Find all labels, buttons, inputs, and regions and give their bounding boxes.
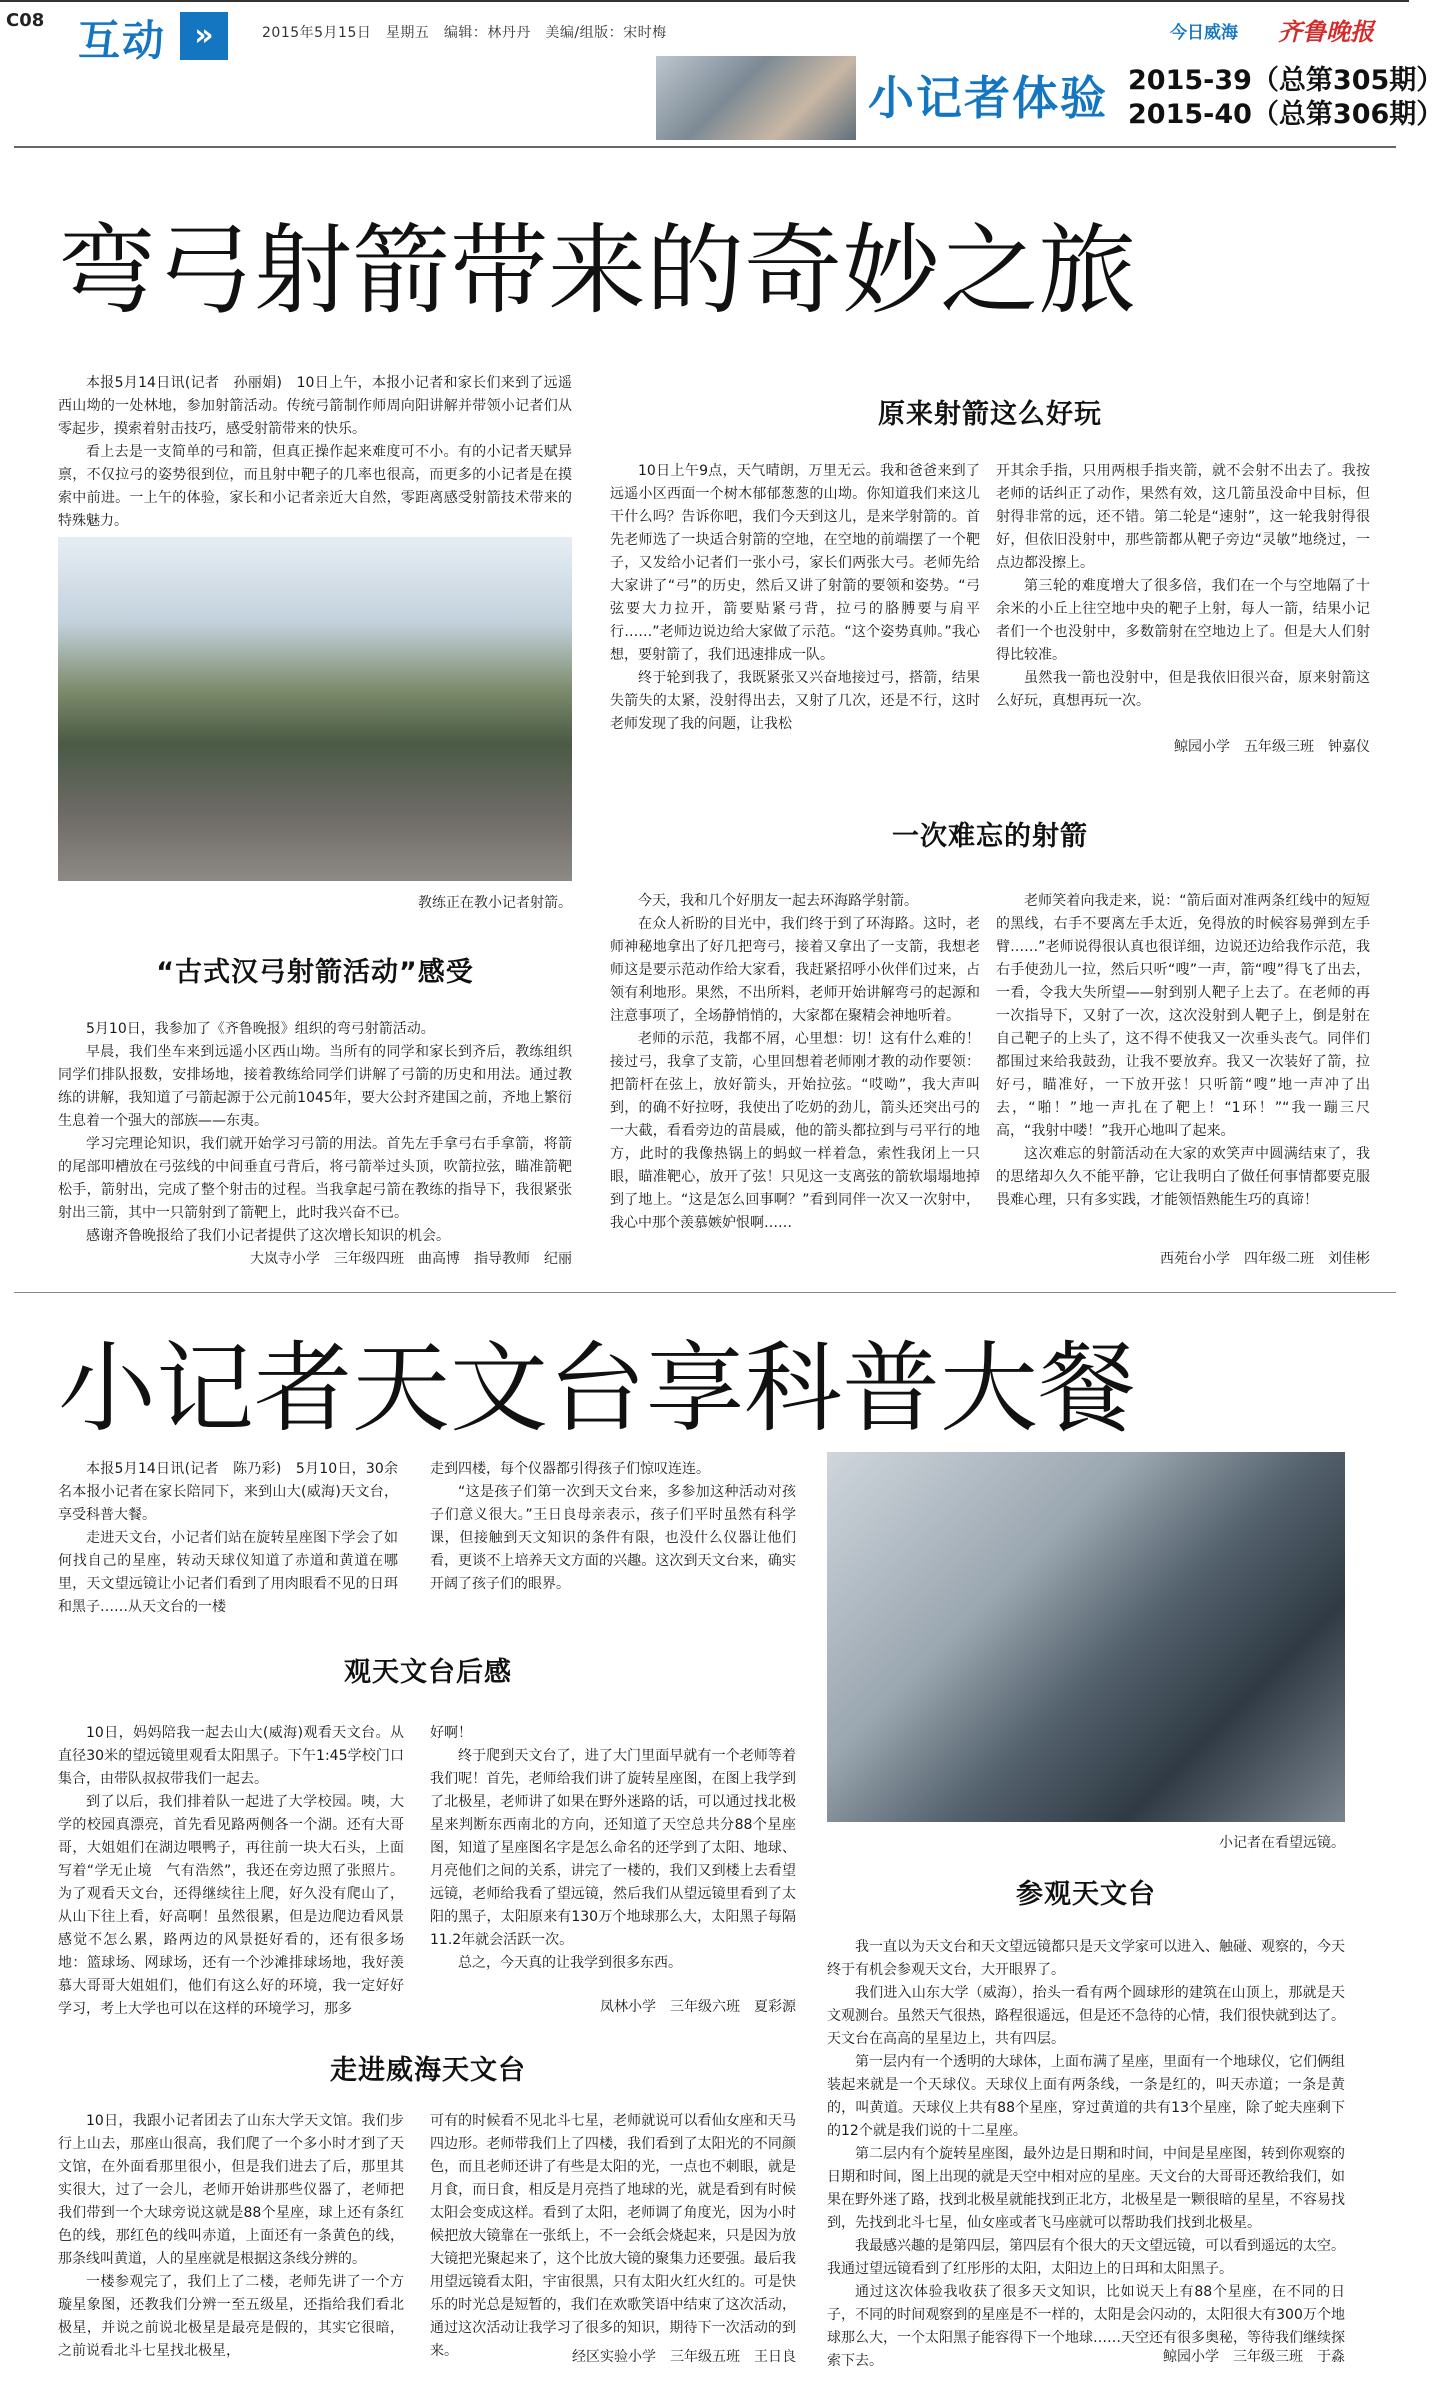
story2-headline: 小记者天文台享科普大餐 bbox=[58, 1332, 1137, 1446]
story1-sub3-col2 bbox=[996, 890, 1370, 1212]
story2-sub3-para: 通过这次体验我收获了很多天文知识，比如说天上有88个星座，在不同的日子，不同的时间观察到的星座是不一样的，太阳是会闪动的，太阳很大有300万个地球那么大，一个太阳黑子能容得下一个地球……天空还有很多奥秘，等待我们继续探索下去。 bbox=[827, 2284, 1345, 2369]
story1-sub2-signature: 鲸园小学 五年级三班 钟嘉仪 bbox=[1174, 739, 1370, 755]
story2-sub1-para: 总之，今天真的让我学到很多东西。 bbox=[458, 1955, 682, 1971]
section-name: 互动 bbox=[78, 16, 167, 65]
story2-lead-col2 bbox=[430, 1458, 796, 1596]
story2-sub3-para: 我们进入山东大学（威海），抬头一看有两个圆球形的建筑在山顶上，那就是天文观测台。虽然天气很热，路程很遥远，但是还不急待的心情，我们很快就到达了。天文台在高高的星星边上，共有四层。 bbox=[827, 1985, 1345, 2047]
edition-name: 今日威海 bbox=[1170, 23, 1238, 43]
story1-sub2-para: 虽然我一箭也没射中，但是我依旧很兴奋，原来射箭这么好玩，真想再玩一次。 bbox=[996, 670, 1370, 709]
story2-lead-para: “这是孩子们第一次到天文台来，多参加这种活动对孩子们意义很大。”王日良母亲表示，孩子们平时虽然有科学课，但接触到天文知识的条件有限，也没什么仪器让他们看，更谈不上培养天文方面的兴趣。这次到天文台来，确实开阔了孩子们的眼界。 bbox=[430, 1484, 796, 1592]
page-number: C08 bbox=[6, 10, 45, 31]
story1-sub2-para: 10日上午9点，天气晴朗，万里无云。我和爸爸来到了远遥小区西面一个树木郁郁葱葱的山坳。你知道我们来这儿干什么吗？告诉你吧，我们今天到这儿，是来学射箭的。首先老师选了一块适合射箭的空地，在空地的前端摆了一个靶子，又发给小记者们一张小弓，家长们两张大弓。老师先给大家讲了“弓”的历史，然后又讲了射箭的要领和姿势。“弓弦要大力拉开，箭要贴紧弓背，拉弓的胳膊要与肩平行……”老师边说边给大家做了示范。“这个姿势真帅。”我心想，要射箭了，我们迅速排成一队。 bbox=[610, 463, 980, 663]
story1-photo-caption: 教练正在教小记者射箭。 bbox=[418, 895, 572, 911]
story2-sub2-para: 可有的时候看不见北斗七星，老师就说可以看仙女座和天马四边形。老师带我们上了四楼，我们看到了太阳光的不同颜色，而且老师还讲了有些是太阳的光，一点也不刺眼，就是月食，而日食，相反是月亮挡了地球的光，就是看到有时候太阳会变成这样。看到了太阳，老师调了角度光，因为小时候把放大镜靠在一张纸上，不一会纸会烧起来，只是因为放大镜把光聚起来了，这个比放大镜的聚集力还要强。最后我用望远镜看太阳，宇宙很黑，只有太阳火红火红的。可是快乐的时光总是短暂的，我们在欢歌笑语中结束了这次活动，通过这次活动让我学习了很多的知识，期待下一次活动的到来。 bbox=[430, 2113, 796, 2359]
story2-sub1-col1 bbox=[58, 1722, 404, 2021]
column-title: 小记者体验 bbox=[868, 71, 1108, 125]
story1-sub3-para: 老师笑着向我走来，说：“箭后面对准两条红线中的短短的黑线，右手不要离左手太近，免得放的时候容易弹到左手臂……”老师说得很认真也很详细，边说还边给我作示范，我右手使劲儿一拉，然后只听“嗖”一声，箭“嗖”得飞了出去，一看，令我大失所望——射到别人靶子上去了。在老师的再一次指导下，又射了一次，这次没射到人靶子上，倒是射在自己靶子的上头了，这不得不使我又一次垂头丧气。同伴们都围过来给我鼓劲，让我不要放弃。我又一次装好了箭，拉好弓，瞄准好，一下放开弦！只听箭“嗖”地一声冲了出去，“啪！”地一声扎在了靶上！“1环！”“我一蹦三尺高，“我射中喽！”我开心地叫了起来。 bbox=[996, 893, 1370, 1139]
header-meta: 2015年5月15日 星期五 编辑：林丹丹 美编/组版：宋时梅 bbox=[262, 25, 667, 41]
story1-sub2-para: 开其余手指，只用两根手指夹箭，就不会射不出去了。我按老师的话纠正了动作，果然有效，这几箭虽没命中目标，但射得非常的远，还不错。第二轮是“速射”，这一轮我射得很好，但依旧没射中，那些箭都从靶子旁边“灵敏”地绕过，一点边都没擦上。 bbox=[996, 463, 1370, 571]
story1-sub2-para: 终于轮到我了，我既紧张又兴奋地接过弓，搭箭，结果失箭失的太紧，没射得出去，又射了几次，还是不行，这时老师发现了我的问题，让我松 bbox=[610, 670, 980, 732]
story1-sub3-para: 在众人祈盼的目光中，我们终于到了环海路。这时，老师神秘地拿出了好几把弯弓，接着又拿出了一支箭，我想老师这是要示范动作给大家看，我赶紧招呼小伙伴们过来，占领有利地形。果然，不出所料，老师开始讲解弯弓的起源和注意事项了，全场静悄悄的，大家都在聚精会神地听着。 bbox=[610, 916, 980, 1024]
story2-sub1-title: 观天文台后感 bbox=[344, 1657, 512, 1688]
story2-sub1-signature: 凤林小学 三年级六班 夏彩源 bbox=[600, 1999, 796, 2015]
section-arrow-icon: » bbox=[180, 12, 228, 60]
story1-sub1-para: 学习完理论知识，我们就开始学习弓箭的用法。首先左手拿弓右手拿箭，将箭的尾部叩槽放在弓弦线的中间垂直弓背后，将弓箭举过头顶，吹箭拉弦，瞄准箭靶松手，箭射出，完成了整个射击的过程。当我拿起弓箭在教练的指导下，我很紧张射出三箭，其中一只箭射到了箭靶上，此时我兴奋不已。 bbox=[58, 1136, 572, 1221]
story1-sub2-title: 原来射箭这么好玩 bbox=[878, 399, 1102, 430]
story2-sub3-para: 我一直以为天文台和天文望远镜都只是天文学家可以进入、触碰、观察的，今天终于有机会参观天文台，大开眼界了。 bbox=[827, 1939, 1345, 1978]
story2-sub3-signature: 鲸园小学 三年级三班 于淼 bbox=[1163, 2349, 1345, 2365]
story1-sub2-para: 第三轮的难度增大了很多倍，我们在一个与空地隔了十余米的小丘上往空地中央的靶子上射，每人一箭，结果小记者们一个也没射中，多数箭射在空地边上了。但是大人们射得比较准。 bbox=[996, 578, 1370, 663]
story2-photo-caption: 小记者在看望远镜。 bbox=[1219, 1835, 1345, 1851]
story2-sub2-para: 一楼参观完了，我们上了二楼，老师先讲了一个方璇星象图，还教我们分辨一至五级星，还指给我们看北极星，并说之前说北极星是最亮是假的，其实它很暗，之前说看北斗七星找北极星， bbox=[58, 2274, 404, 2359]
story1-sub1-para: 早晨，我们坐车来到远遥小区西山坳。当所有的同学和家长到齐后，教练组织同学们排队报数，安排场地，接着教练给同学们讲解了弓箭的历史和用法。通过教练的讲解，我知道了弓箭起源于公元前1045年，要大公封齐建国之前，齐地上繁衍生息着一个强大的部族——东夷。 bbox=[58, 1044, 572, 1129]
story2-sub2-title: 走进威海天文台 bbox=[330, 2055, 526, 2086]
story2-lead-para: 本报5月14日讯(记者 陈乃彩) 5月10日，30余名本报小记者在家长陪同下，来到山大(威海)天文台，享受科普大餐。 bbox=[58, 1461, 398, 1523]
story2-sub2-col2 bbox=[430, 2110, 796, 2363]
story1-sub3-para: 老师的示范，我都不屑，心里想：切！这有什么难的！接过弓，我拿了支箭，心里回想着老师刚才教的动作要领：把箭杆在弦上，放好箭头，开始拉弦。“哎呦”，我大声叫到，的确不好拉呀，我使出了吃奶的劲儿，箭头还突出弓的一大截，看看旁边的苗晨威，他的箭头都拉到与弓平行的地方，此时的我像热锅上的蚂蚁一样着急，索性我闭上一只眼，瞄准靶心，放开了弦！只见这一支离弦的箭软塌塌地掉到了地上。“这是怎么回事啊？”看到同伴一次又一次射中，我心中那个羡慕嫉妒恨啊…… bbox=[610, 1031, 980, 1231]
story2-sub1-para: 终于爬到天文台了，进了大门里面早就有一个老师等着我们呢！首先，老师给我们讲了旋转星座图，在图上我学到了北极星，老师讲了如果在野外迷路的话，可以通过找北极星来判断东西南北的方向，还知道了天空总共分88个星座图，知道了星座图名字是怎么命名的还学到了太阳、地球、月亮他们之间的关系，讲完了一楼的，我们又到楼上去看望远镜，老师给我看了望远镜，然后我们从望远镜里看到了太阳的黑子，太阳原来有130万个地球那么大，太阳黑子每隔11.2年就会活跃一次。 bbox=[430, 1748, 796, 1948]
story1-lead bbox=[58, 372, 572, 533]
story2-lead-col1 bbox=[58, 1458, 398, 1619]
story2-lead-para: 走进天文台，小记者们站在旋转星座图下学会了如何找自己的星座，转动天球仪知道了赤道和黄道在哪里，天文望远镜让小记者们看到了用肉眼看不见的日珥和黑子……从天文台的一楼 bbox=[58, 1530, 398, 1615]
story2-sub1-para: 好啊！ bbox=[430, 1725, 472, 1741]
story1-sub2-col2 bbox=[996, 460, 1370, 713]
story-divider bbox=[14, 1292, 1396, 1293]
story1-sub3-para: 今天，我和几个好朋友一起去环海路学射箭。 bbox=[638, 893, 918, 909]
story2-sub3-para: 我最感兴趣的是第四层，第四层有个很大的天文望远镜，可以看到遥远的太空。我通过望远镜看到了红彤彤的太阳，太阳边上的日珥和太阳黑子。 bbox=[827, 2238, 1345, 2277]
story1-sub1-para: 感谢齐鲁晚报给了我们小记者提供了这次增长知识的机会。 bbox=[86, 1228, 450, 1244]
story1-sub1-body bbox=[58, 1018, 572, 1248]
story2-sub3-body bbox=[827, 1936, 1345, 2373]
story2-sub2-para: 10日，我跟小记者团去了山东大学天文馆。我们步行上山去，那座山很高，我们爬了一个多小时才到了天文馆，在外面看那里很小，但是我们进去了后，那里其实很大，过了一会儿，老师开始讲那些仪器了，老师把我们带到一个大球旁说这就是88个星座，球上还有条红色的线，那红色的线叫赤道，上面还有一条黄色的线，那条线叫黄道，人的星座就是根据这条线分辨的。 bbox=[58, 2113, 404, 2267]
story1-sub1-title: “古式汉弓射箭活动”感受 bbox=[156, 957, 474, 988]
story2-sub1-para: 到了以后，我们排着队一起进了大学校园。咦，大学的校园真漂亮，首先看见路两侧各一个湖。还有大哥哥，大姐姐们在湖边喂鸭子，再往前一块大石头，上面写着“学无止境 气有浩然”，我还在旁边照了张照片。为了观看天文台，还得继续往上爬，好久没有爬山了，从山下往上看，好高啊！虽然很累，但是边爬边看风景感觉不怎么累，路两边的风景挺好看的，还有很多场地：篮球场、网球场，还有一个沙滩排球场地，我好羡慕大哥哥大姐姐们，他们有这么好的环境，我一定好好学习，考上大学也可以在这样的环境学习，那多 bbox=[58, 1794, 404, 2017]
story2-lead-para: 走到四楼，每个仪器都引得孩子们惊叹连连。 bbox=[430, 1461, 710, 1477]
column-banner-photo bbox=[656, 56, 856, 140]
telescope-photo bbox=[827, 1452, 1345, 1822]
story1-sub1-para: 5月10日，我参加了《齐鲁晚报》组织的弯弓射箭活动。 bbox=[86, 1021, 435, 1037]
story1-sub2-col1 bbox=[610, 460, 980, 736]
header-bottom-rule bbox=[14, 146, 1396, 148]
issue-number-1: 2015-39（总第305期） bbox=[1128, 65, 1443, 96]
story2-sub1-col2 bbox=[430, 1722, 796, 1975]
story2-sub2-col1 bbox=[58, 2110, 404, 2363]
story2-sub3-para: 第二层内有个旋转星座图，最外边是日期和时间，中间是星座图，转到你观察的日期和时间，图上出现的就是天空中相对应的星座。天文台的大哥哥还教给我们，如果在野外迷了路，找到北极星就能找到正北方，北极星是一颗很暗的星星，不容易找到，先找到北斗七星，仙女座或者飞马座就可以帮助我们找到北极星。 bbox=[827, 2146, 1345, 2231]
story1-lead-para: 看上去是一支简单的弓和箭，但真正操作起来难度可不小。有的小记者天赋异禀，不仅拉弓的姿势很到位，而且射中靶子的几率也很高，而更多的小记者是在摸索中前进。一上午的体验，家长和小记者亲近大自然，零距离感受射箭技术带来的特殊魅力。 bbox=[58, 444, 572, 529]
story1-sub3-title: 一次难忘的射箭 bbox=[892, 821, 1088, 852]
story2-sub1-para: 10日，妈妈陪我一起去山大(威海)观看天文台。从直径30米的望远镜里观看太阳黑子。下午1:45学校门口集合，由带队叔叔带我们一起去。 bbox=[58, 1725, 404, 1787]
story1-sub3-para: 这次难忘的射箭活动在大家的欢笑声中圆满结束了，我的思绪却久久不能平静，它让我明白了做任何事情都要克服畏难心理，只有多实践，才能领悟熟能生巧的真谛！ bbox=[996, 1146, 1370, 1208]
header-top-rule bbox=[0, 0, 1409, 2]
story1-sub3-col1 bbox=[610, 890, 980, 1235]
issue-number-2: 2015-40（总第306期） bbox=[1128, 99, 1443, 130]
archery-photo bbox=[58, 537, 572, 881]
story2-sub3-para: 第一层内有一个透明的大球体，上面布满了星座，里面有一个地球仪，它们俩组装起来就是一个天球仪。天球仪上面有两条线，一条是红的，叫天赤道；一条是黄的，叫黄道。天球仪上共有88个星座，穿过黄道的共有13个星座，除了蛇夫座剩下的12个就是我们说的十二星座。 bbox=[827, 2054, 1345, 2139]
story1-sub1-signature: 大岚寺小学 三年级四班 曲高博 指导教师 纪丽 bbox=[250, 1251, 572, 1267]
story1-sub3-signature: 西苑台小学 四年级二班 刘佳彬 bbox=[1160, 1251, 1370, 1267]
story2-sub2-signature: 经区实验小学 三年级五班 王日良 bbox=[572, 2349, 796, 2365]
story1-lead-para: 本报5月14日讯(记者 孙丽娟) 10日上午，本报小记者和家长们来到了远遥西山坳的一处林地，参加射箭活动。传统弓箭制作师周向阳讲解并带领小记者们从零起步，摸索着射击技巧，感受射箭带来的快乐。 bbox=[58, 375, 572, 437]
story1-headline: 弯弓射箭带来的奇妙之旅 bbox=[58, 214, 1137, 328]
newspaper-logo: 齐鲁晚报 bbox=[1278, 18, 1374, 46]
story2-sub3-title: 参观天文台 bbox=[1016, 1879, 1156, 1910]
